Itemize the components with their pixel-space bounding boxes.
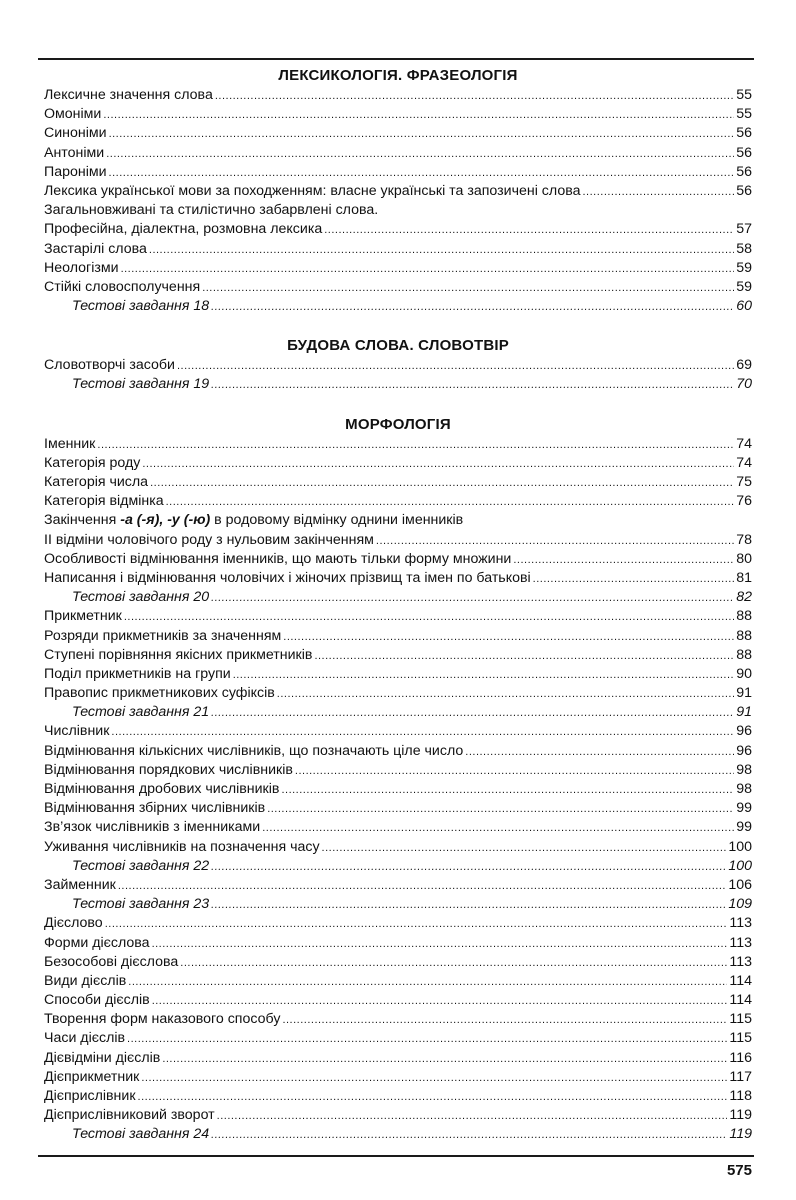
toc-entry[interactable]: Часи дієслів ..... 115 — [44, 1029, 752, 1048]
toc-entry-test[interactable]: Тестові завдання 22 ..... 100 — [44, 857, 752, 876]
toc-entry[interactable]: Категорія числа ..... 75 — [44, 473, 752, 492]
toc-entry-test[interactable]: Тестові завдання 21 ..... 91 — [44, 703, 752, 722]
section-title-lexicology: ЛЕКСИКОЛОГІЯ. ФРАЗЕОЛОГІЯ — [278, 67, 518, 84]
toc-entry[interactable]: Професійна, діалектна, розмовна лексика ..... 57 — [44, 220, 752, 239]
toc-entry[interactable]: Загальновживані та стилістично забарвлені слова. — [44, 202, 379, 219]
toc-entry[interactable]: Стійкі словосполучення ..... 59 — [44, 278, 752, 297]
toc-entry[interactable]: Відмінювання дробових числівників ..... 98 — [44, 780, 752, 799]
toc-entry[interactable]: Дієприслівник ..... 118 — [44, 1087, 752, 1106]
toc-entry[interactable]: Правопис прикметникових суфіксів ..... 91 — [44, 684, 752, 703]
toc-entry[interactable]: Іменник ..... 74 — [44, 435, 752, 454]
toc-entry-test[interactable]: Тестові завдання 18 ..... 60 — [44, 297, 752, 316]
toc-entry[interactable]: Розряди прикметників за значенням ..... 88 — [44, 627, 752, 646]
toc-entry[interactable]: Відмінювання збірних числівників ..... 99 — [44, 799, 752, 818]
toc-entry[interactable]: Антоніми ..... 56 — [44, 144, 752, 163]
toc-entry[interactable]: Закінчення -а (-я), -у (-ю) в родовому відмінку однини іменників — [44, 512, 464, 529]
toc-entry[interactable]: Категорія роду ..... 74 — [44, 454, 752, 473]
toc-entry[interactable]: Пароніми ..... 56 — [44, 163, 752, 182]
toc-entry[interactable]: Лексика української мови за походженням: власне українські та запозичені слова ..... 56 — [44, 182, 752, 201]
toc-entry[interactable]: Лексичне значення слова ..... 55 — [44, 86, 752, 105]
case-ending: -а (-я), -у (-ю) — [120, 512, 211, 529]
toc-entry[interactable]: Числівник ..... 96 — [44, 722, 752, 741]
toc-entry[interactable]: Прикметник ..... 88 — [44, 607, 752, 626]
toc-entry[interactable]: Відмінювання порядкових числівників ..... 98 — [44, 761, 752, 780]
toc-entry[interactable]: Дієприслівниковий зворот ..... 119 — [44, 1106, 752, 1125]
toc-entry[interactable]: Неологізми ..... 59 — [44, 259, 752, 278]
toc-entry[interactable]: Творення форм наказового способу ..... 115 — [44, 1010, 752, 1029]
toc-entry[interactable]: Написання і відмінювання чоловічих і жіночих прізвищ та імен по батькові ..... 81 — [44, 569, 752, 588]
toc-entry[interactable]: II відміни чоловічого роду з нульовим закінченням ..... 78 — [44, 531, 752, 550]
toc-entry-test[interactable]: Тестові завдання 20 ..... 82 — [44, 588, 752, 607]
toc-entry[interactable]: Відмінювання кількісних числівників, що позначають ціле число ..... 96 — [44, 742, 752, 761]
toc-entry[interactable]: Уживання числівників на позначення часу ..... 100 — [44, 838, 752, 857]
bottom-rule — [38, 1155, 754, 1157]
top-rule — [38, 58, 754, 60]
toc-entry[interactable]: Ступені порівняння якісних прикметників ..... 88 — [44, 646, 752, 665]
toc-entry[interactable]: Дієслово ..... 113 — [44, 914, 752, 933]
toc-entry[interactable]: Займенник ..... 106 — [44, 876, 752, 895]
toc-entry[interactable]: Омоніми ..... 55 — [44, 105, 752, 124]
toc-entry[interactable]: Категорія відмінка ..... 76 — [44, 492, 752, 511]
table-of-contents — [44, 66, 752, 1145]
toc-entry[interactable]: Види дієслів ..... 114 — [44, 972, 752, 991]
toc-entry[interactable]: Безособові дієслова ..... 113 — [44, 953, 752, 972]
toc-entry[interactable]: Форми дієслова ..... 113 — [44, 934, 752, 953]
toc-entry[interactable]: Дієвідміни дієслів ..... 116 — [44, 1049, 752, 1068]
toc-entry[interactable]: Словотворчі засоби ..... 69 — [44, 356, 752, 375]
toc-entry[interactable]: Способи дієслів ..... 114 — [44, 991, 752, 1010]
section-title-morphology: МОРФОЛОГІЯ — [345, 415, 451, 433]
toc-entry[interactable]: Синоніми ..... 56 — [44, 124, 752, 143]
toc-entry[interactable]: Особливості відмінювання іменників, що мають тільки форму множини ..... 80 — [44, 550, 752, 569]
page-number: 575 — [726, 1162, 752, 1179]
toc-entry[interactable]: Зв’язок числівників з іменниками ..... 99 — [44, 818, 752, 837]
toc-entry[interactable]: Дієприкметник ..... 117 — [44, 1068, 752, 1087]
section-title-word-formation: БУДОВА СЛОВА. СЛОВОТВІР — [287, 337, 509, 355]
toc-entry-test[interactable]: Тестові завдання 23 ..... 109 — [44, 895, 752, 914]
toc-entry[interactable]: Застарілі слова ..... 58 — [44, 240, 752, 259]
toc-entry-test[interactable]: Тестові завдання 24 ..... 119 — [44, 1125, 752, 1144]
toc-entry[interactable]: Поділ прикметників на групи ..... 90 — [44, 665, 752, 684]
toc-entry-test[interactable]: Тестові завдання 19 ..... 70 — [44, 375, 752, 394]
